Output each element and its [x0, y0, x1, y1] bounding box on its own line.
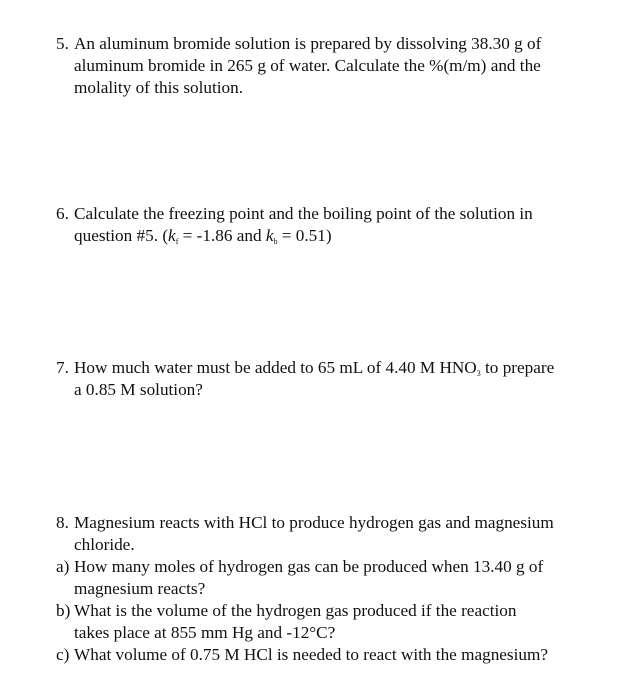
- part-a-label: a): [56, 557, 70, 576]
- question-7-line-2: a 0.85 M solution?: [74, 380, 203, 399]
- nitric-acid-subscript: 3: [476, 369, 481, 378]
- question-8-part-c-line-1: c) What volume of 0.75 M HCl is needed to react with the magnesium?: [56, 645, 548, 664]
- question-5-line-2: aluminum bromide in 265 g of water. Calculate the %(m/m) and the: [74, 56, 541, 75]
- question-8-part-a-line-1: a) How many moles of hydrogen gas can be produced when 13.40 g of: [56, 557, 544, 576]
- question-7: [56, 357, 616, 401]
- part-b-label: b): [56, 601, 71, 620]
- question-6: [56, 203, 616, 247]
- question-5-number: 5.: [56, 34, 69, 53]
- freezing-constant-symbol: k: [168, 226, 176, 245]
- freezing-subscript: f: [175, 237, 179, 246]
- question-7-number: 7.: [56, 358, 69, 377]
- question-5-line-1: 5. An aluminum bromide solution is prepared by dissolving 38.30 g of: [56, 34, 542, 53]
- boiling-subscript: b: [273, 237, 278, 246]
- question-6-number: 6.: [56, 204, 69, 223]
- question-8: [56, 512, 616, 666]
- question-5-line-3: molality of this solution.: [74, 78, 244, 97]
- question-8-line-2: chloride.: [74, 535, 135, 554]
- question-8-part-b-line-1: b) What is the volume of the hydrogen gas produced if the reaction: [56, 601, 517, 620]
- part-c-label: c): [56, 645, 70, 664]
- question-6-line-1: 6. Calculate the freezing point and the boiling point of the solution in: [56, 204, 533, 223]
- question-8-part-b-line-2: takes place at 855 mm Hg and -12°C?: [74, 623, 336, 642]
- question-8-part-a-line-2: magnesium reacts?: [74, 579, 206, 598]
- boiling-constant-symbol: k: [265, 226, 274, 245]
- question-5: [56, 33, 616, 99]
- question-8-line-1: 8. Magnesium reacts with HCl to produce hydrogen gas and magnesium: [56, 513, 554, 532]
- question-7-line-1: 7. How much water must be added to 65 mL of 4.40 M $HNO_3$ to prepare: [56, 358, 555, 378]
- question-8-number: 8.: [56, 513, 69, 532]
- question-6-line-2: question #5. ($k_f = -1.86$ and $k_b = 0.51$): [74, 226, 332, 246]
